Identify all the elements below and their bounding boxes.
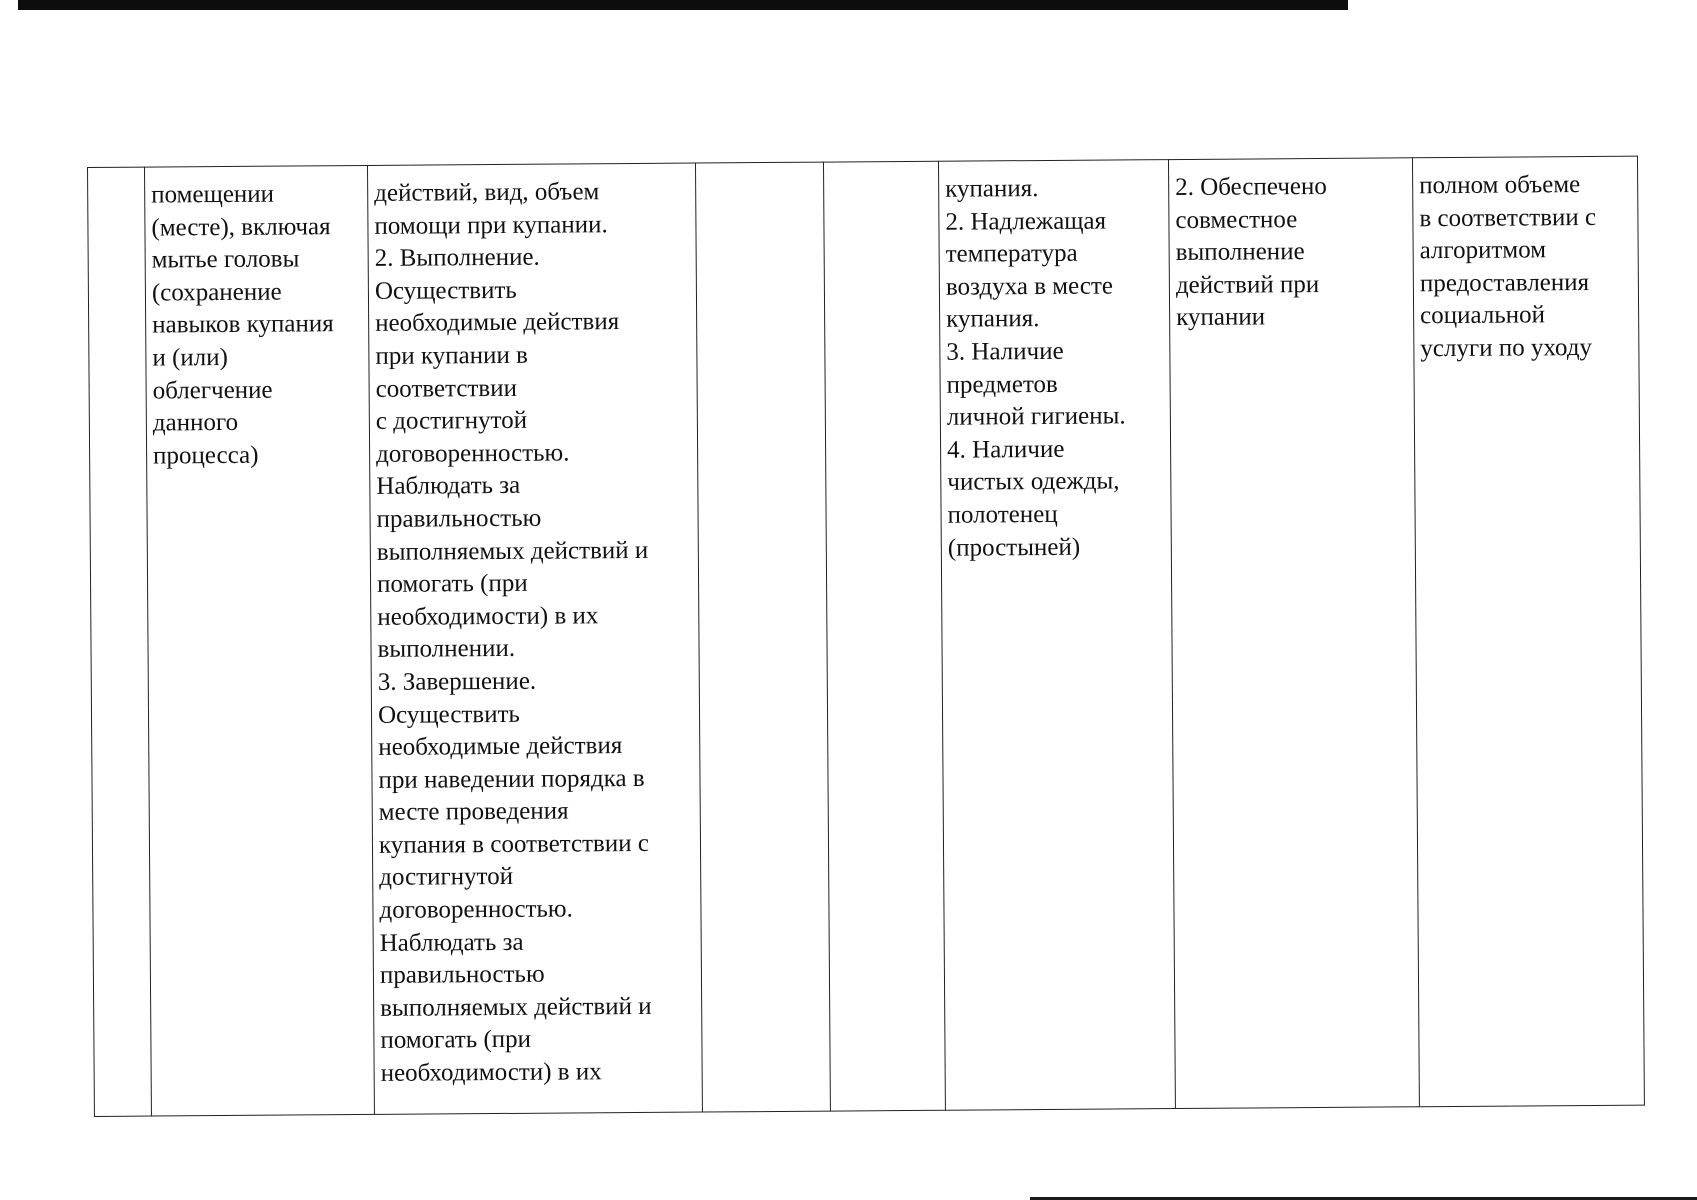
scan-edge-top [18,0,1348,10]
cell-quality-assessment: полном объеме в соответствии с алгоритмом предоставления социальной услуги по уходу [1412,156,1644,1107]
cell-empty-1 [695,162,830,1112]
cell-conditions: купания. 2. Надлежащая температура воздуха в месте купания. 3. Наличие предметов личной гигиены. 4. Наличие чистых одежды, полотенец (простыней) [938,160,1175,1111]
cell-result: 2. Обеспечено совместное выполнение действий при купании [1168,158,1419,1109]
cell-service-description: действий, вид, объем помощи при купании. 2. Выполнение. Осуществить необходимые действия при купании в соответствии с достигнутой договоренностью. Наблюдать за правильностью выполняемых действий и помогать (при необходимости) в их выполнении. 3. Завершение. Осуществить необходимые действия при наведении порядка в месте проведения купания в соответствии с достигнутой договоренностью. Наблюдать за правильностью выполняемых действий и помогать (при необходимости) в их [367,163,702,1114]
cell-number [88,167,152,1116]
service-description-table [87,156,1645,1117]
cell-empty-2 [823,161,945,1111]
cell-service-name: помещении (месте), включая мытье головы (сохранение навыков купания и (или) облегчение данного процесса) [145,165,375,1116]
table-row [88,156,1645,1116]
